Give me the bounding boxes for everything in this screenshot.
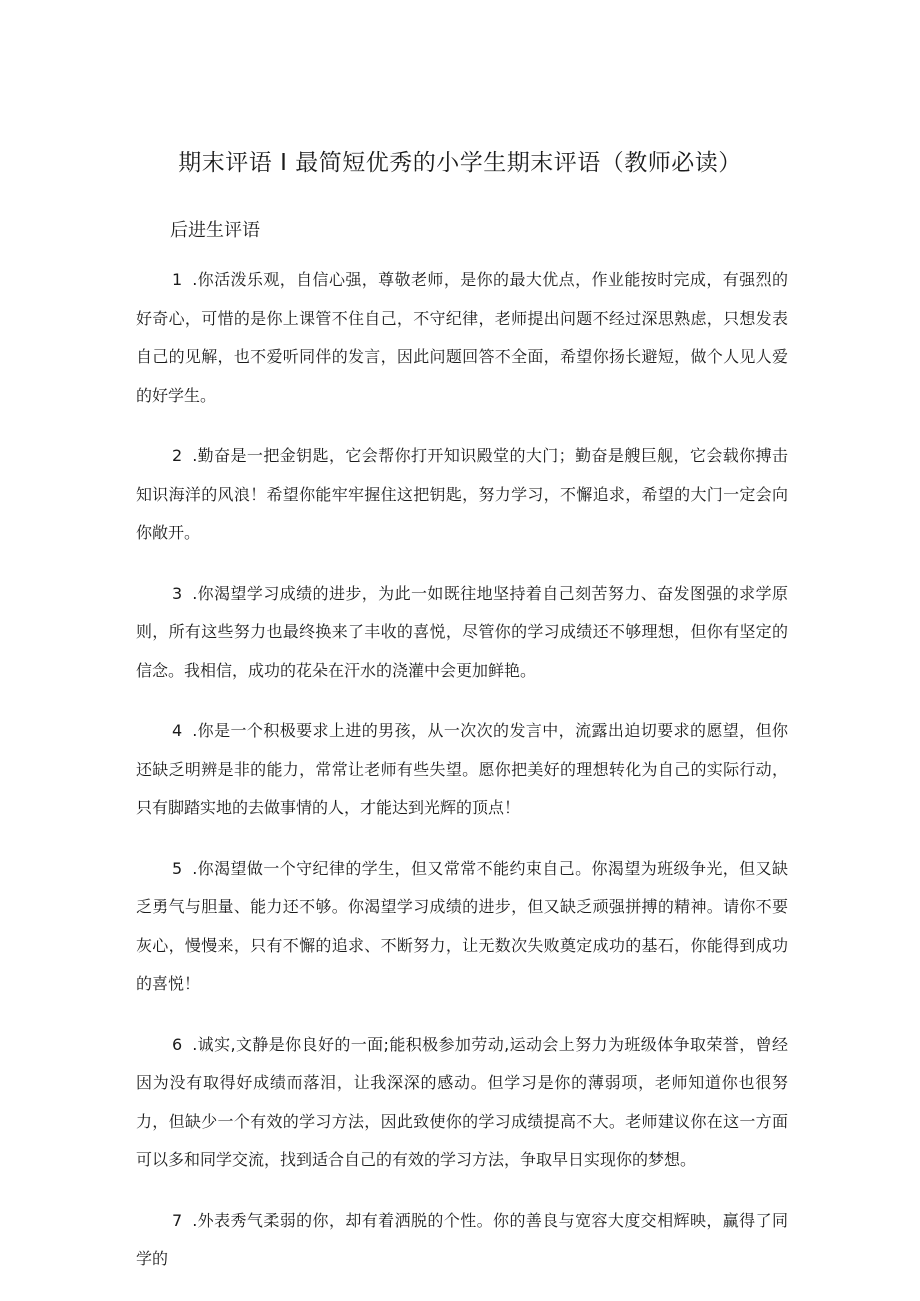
- comment-text: .外表秀气柔弱的你，却有着洒脱的个性。你的善良与宽容大度交相辉映，赢得了同学的: [136, 1210, 788, 1268]
- comment-text: .勤奋是一把金钥匙，它会帮你打开知识殿堂的大门；勤奋是艘巨舰，它会载你搏击知识海洋的风浪！希望你能牢牢握住这把钥匙，努力学习，不懈追求，希望的大门一定会向你敞开。: [136, 446, 788, 542]
- document-title: 期末评语 I 最简短优秀的小学生期末评语（教师必读）: [178, 150, 742, 176]
- comment-text: .诚实,文静是你良好的一面;能积极参加劳动,运动会上努力为班级体争取荣誉，曾经因为没有取得好成绩而落泪，让我深深的感动。但学习是你的薄弱项，老师知道你也很努力，但缺少一个有效的学习方法，因此致使你的学习成绩提高不大。老师建议你在这一方面可以多和同学交流，找到适合自己的有效的学习方法，争取早日实现你的梦想。: [136, 1034, 788, 1169]
- comment-number: 2: [172, 446, 183, 465]
- comment-number: 3: [172, 583, 183, 603]
- comment-item: [136, 1202, 788, 1279]
- comment-item: [136, 261, 788, 415]
- section-heading: 后进生评语: [170, 220, 260, 241]
- comment-number: 4: [172, 721, 183, 740]
- comment-item: [136, 437, 788, 553]
- comment-item: [136, 850, 788, 1004]
- comment-number: 6: [172, 1034, 183, 1054]
- comment-text: .你活泼乐观，自信心强，尊敬老师，是你的最大优点，作业能按时完成，有强烈的好奇心，可惜的是你上课管不住自己，不守纪律，老师提出问题不经过深思熟虑，只想发表自己的见解，也不爱听同伴的发言，因此问题回答不全面，希望你扬长避短，做个人见人爱的好学生。: [136, 270, 788, 405]
- comment-item: [136, 1026, 788, 1180]
- comment-text: .你渴望学习成绩的进步，为此一如既往地坚持着自己刻苦努力、奋发图强的求学原则，所有这些努力也最终换来了丰收的喜悦，尽管你的学习成绩还不够理想，但你有坚定的信念。我相信，成功的花朵在汗水的浇灌中会更加鲜艳。: [136, 583, 788, 680]
- comment-number: 5: [172, 858, 183, 878]
- comment-text: .你渴望做一个守纪律的学生，但又常常不能约束自己。你渴望为班级争光，但又缺乏勇气与胆量、能力还不够。你渴望学习成绩的进步，但又缺乏顽强拼搏的精神。请你不要灰心，慢慢来，只有不懈的追求、不断努力，让无数次失败奠定成功的基石，你能得到成功的喜悦！: [136, 858, 788, 993]
- comment-text: .你是一个积极要求上进的男孩，从一次次的发言中，流露出迫切要求的愿望，但你还缺乏明辨是非的能力，常常让老师有些失望。愿你把美好的理想转化为自己的实际行动，只有脚踏实地的去做事情的人，才能达到光辉的顶点！: [136, 721, 788, 817]
- comment-number: 1: [172, 270, 183, 289]
- comment-number: 7: [172, 1210, 183, 1230]
- comment-list: [136, 261, 788, 1301]
- comment-item: [136, 712, 788, 828]
- comment-item: [136, 575, 788, 691]
